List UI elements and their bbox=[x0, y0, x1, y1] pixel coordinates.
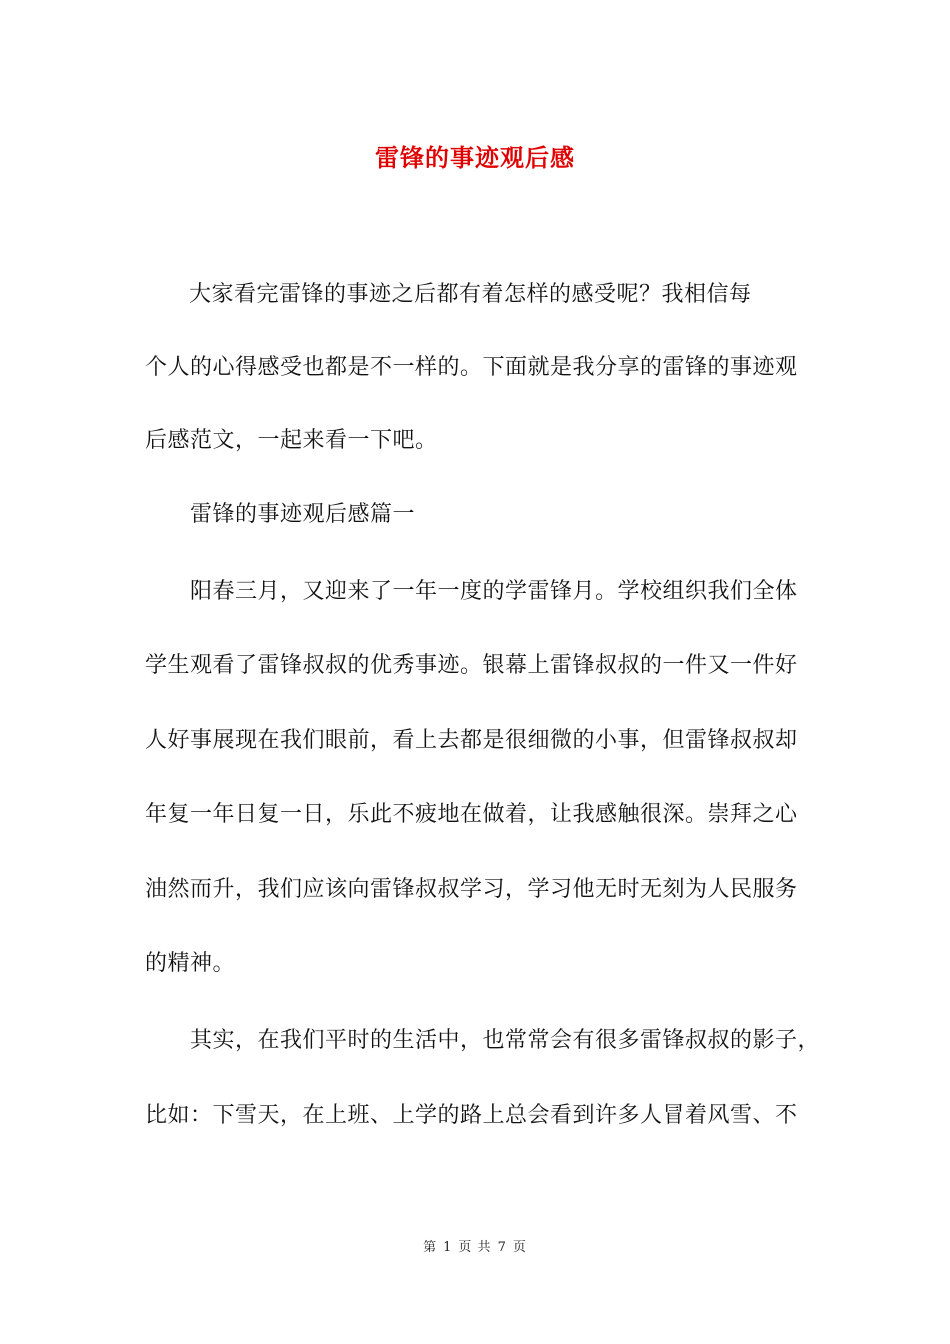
paragraph-line: 后感范文，一起来看一下吧。 bbox=[145, 428, 438, 453]
paragraph-line: 比如：下雪天，在上班、上学的路上总会看到许多人冒着风雪、不 bbox=[145, 1103, 798, 1128]
footer-mid: 页 共 bbox=[458, 1240, 492, 1255]
footer-suffix: 页 bbox=[512, 1240, 527, 1255]
paragraph-line: 个人的心得感受也都是不一样的。下面就是我分享的雷锋的事迹观 bbox=[145, 355, 798, 380]
document-title: 雷锋的事迹观后感 bbox=[375, 143, 575, 172]
paragraph-line: 人好事展现在我们眼前，看上去都是很细微的小事，但雷锋叔叔却 bbox=[145, 728, 798, 753]
footer-prefix: 第 bbox=[423, 1240, 438, 1255]
footer-total-pages: 7 bbox=[497, 1240, 507, 1255]
paragraph-line: 的精神。 bbox=[145, 951, 236, 976]
footer-current-page: 1 bbox=[443, 1240, 453, 1255]
page-number-footer bbox=[0, 1236, 950, 1255]
paragraph-line: 学生观看了雷锋叔叔的优秀事迹。银幕上雷锋叔叔的一件又一件好 bbox=[145, 653, 798, 678]
paragraph-line: 大家看完雷锋的事迹之后都有着怎样的感受呢？我相信每 bbox=[189, 282, 752, 307]
paragraph-line: 阳春三月，又迎来了一年一度的学雷锋月。学校组织我们全体 bbox=[145, 579, 798, 604]
section-heading: 雷锋的事迹观后感篇一 bbox=[145, 502, 416, 527]
paragraph-line: 油然而升，我们应该向雷锋叔叔学习，学习他无时无刻为人民服务 bbox=[145, 877, 798, 902]
paragraph-line: 其实，在我们平时的生活中，也常常会有很多雷锋叔叔的影子， bbox=[145, 1028, 821, 1053]
paragraph-line: 年复一年日复一日，乐此不疲地在做着，让我感触很深。崇拜之心 bbox=[145, 802, 798, 827]
